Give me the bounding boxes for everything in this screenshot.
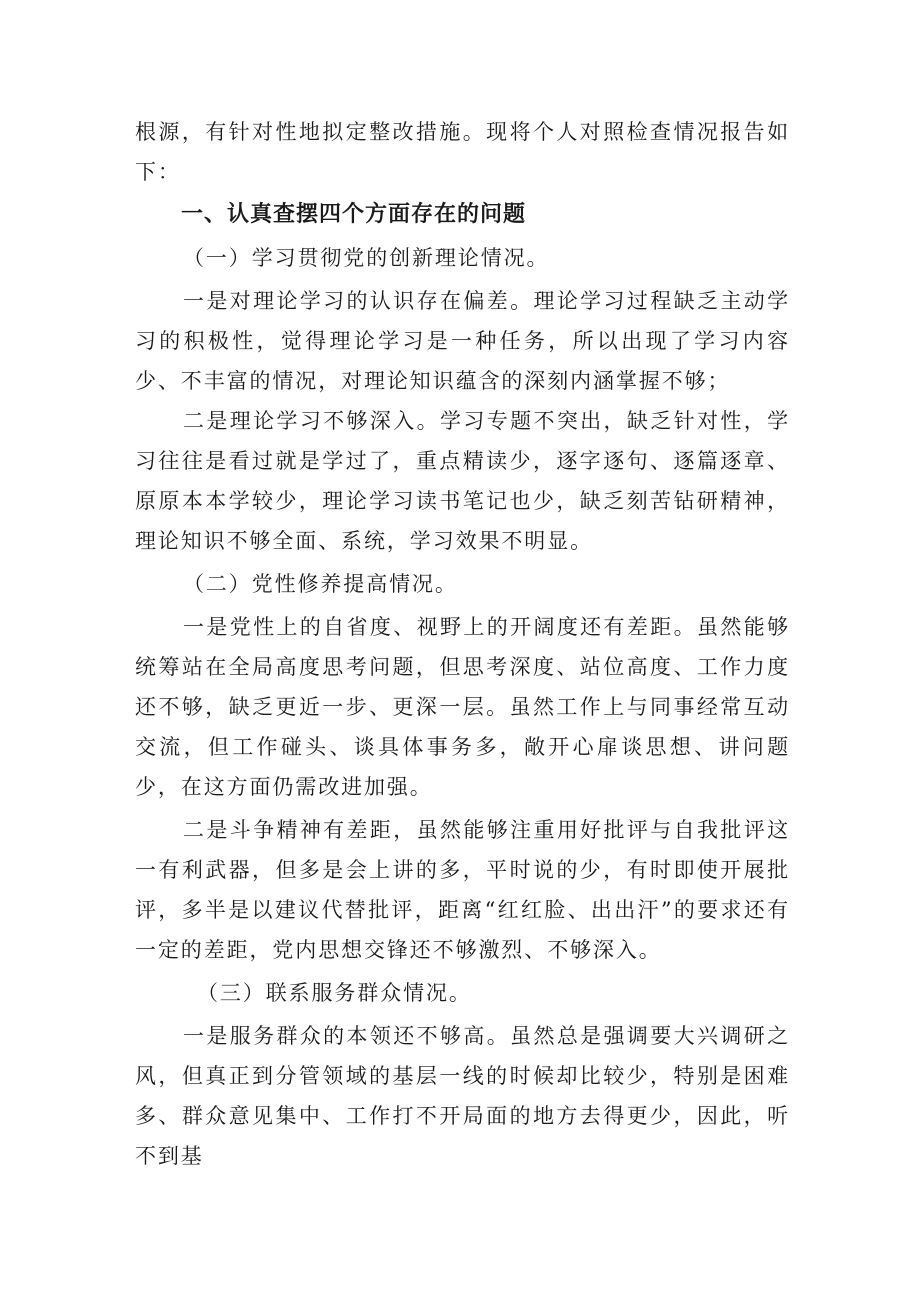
- section-1-heading: 一、认真查摆四个方面存在的问题: [181, 202, 527, 227]
- document-page: [135, 112, 790, 1176]
- subsection-3-heading: （三）联系服务群众情况。: [197, 981, 472, 1005]
- subsection-3-paragraph-1: 一是服务群众的本领还不够高。虽然总是强调要大兴调研之风，但真正到分管领域的基层一线的时候却比较少，特别是困难多、群众意见集中、工作打不开局面的地方去得更少，因此，听不到基: [135, 1024, 790, 1168]
- intro-continuation-paragraph: 根源，有针对性地拟定整改措施。现将个人对照检查情况报告如下：: [135, 120, 790, 184]
- subsection-1-paragraph-1: 一是对理论学习的认识存在偏差。理论学习过程缺乏主动学习的积极性，觉得理论学习是一种任务，所以出现了学习内容少、不丰富的情况，对理论知识蕴含的深刻内涵掌握不够；: [135, 289, 790, 393]
- subsection-2-paragraph-2: 二是斗争精神有差距，虽然能够注重用好批评与自我批评这一有利武器，但多是会上讲的多，平时说的少，有时即使开展批评，多半是以建议代替批评，距离“红红脸、出出汗”的要求还有一定的差距，党内思想交锋还不够激烈、不够深入。: [135, 818, 790, 962]
- subsection-2-paragraph-1: 一是党性上的自省度、视野上的开阔度还有差距。虽然能够统筹站在全局高度思考问题，但思考深度、站位高度、工作力度还不够，缺乏更近一步、更深一层。虽然工作上与同事经常互动交流，但工作碰头、谈具体事务多，敞开心扉谈思想、讲问题少，在这方面仍需改进加强。: [135, 615, 790, 799]
- subsection-2-heading: （二）党性修养提高情况。: [183, 572, 458, 596]
- subsection-1-paragraph-2: 二是理论学习不够深入。学习专题不突出，缺乏针对性，学习往往是看过就是学过了，重点精读少，逐字逐句、逐篇逐章、原原本本学较少，理论学习读书笔记也少，缺乏刻苦钻研精神，理论知识不够全面、系统，学习效果不明显。: [135, 409, 790, 553]
- subsection-1-heading: （一）学习贯彻党的创新理论情况。: [183, 246, 550, 270]
